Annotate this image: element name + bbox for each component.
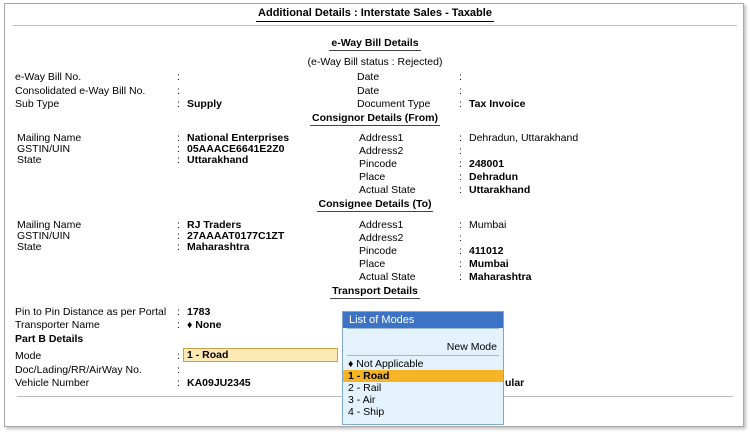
consignee-place-label: Place <box>359 258 386 270</box>
consignor-pincode-value[interactable]: 248001 <box>469 158 505 170</box>
transport-section-heading: Transport Details <box>332 285 418 297</box>
consignor-mailing-label: Mailing Name <box>17 132 82 144</box>
doc-lading-label: Doc/Lading/RR/AirWay No. <box>15 364 142 376</box>
eway-date-sep: : <box>459 71 462 83</box>
consignee-actual-state-value[interactable]: Maharashtra <box>469 271 532 283</box>
mode-option-ship[interactable]: 4 - Ship <box>348 406 385 418</box>
mode-label: Mode <box>15 350 42 362</box>
partb-heading: Part B Details <box>15 333 84 345</box>
consignor-mailing-sep: : <box>177 132 180 144</box>
mode-option-rail[interactable]: 2 - Rail <box>348 382 382 394</box>
subtype-sep: : <box>177 98 180 110</box>
eway-bill-no-sep: : <box>177 71 180 83</box>
consolidated-date-sep: : <box>459 85 462 97</box>
vehicle-number-label: Vehicle Number <box>15 377 90 389</box>
consignee-gstin-label: GSTIN/UIN <box>17 230 71 242</box>
consignee-pincode-label: Pincode <box>359 245 397 257</box>
consolidated-bill-sep: : <box>177 85 180 97</box>
mode-option-road[interactable]: 1 - Road <box>343 370 503 382</box>
distance-value[interactable]: 1783 <box>187 306 211 318</box>
consignor-state-label: State <box>17 154 42 166</box>
mode-option-not-applicable[interactable]: ♦ Not Applicable <box>348 358 424 370</box>
eway-section-heading: e-Way Bill Details <box>331 37 419 49</box>
consignee-address1-value[interactable]: Mumbai <box>469 219 507 231</box>
transporter-label: Transporter Name <box>15 319 100 331</box>
consignee-mailing-label: Mailing Name <box>17 219 82 231</box>
subtype-value[interactable]: Supply <box>187 98 223 110</box>
consignor-address1-value[interactable]: Dehradun, Uttarakhand <box>469 132 579 144</box>
new-mode-option[interactable]: New Mode <box>446 341 497 353</box>
consolidated-date-label: Date <box>357 85 380 97</box>
consignee-pincode-sep: : <box>459 245 462 257</box>
eway-bill-no-label: e-Way Bill No. <box>15 71 82 83</box>
consignor-gstin-label: GSTIN/UIN <box>17 143 71 155</box>
mode-sep: : <box>177 350 180 362</box>
doc-lading-sep: : <box>177 364 180 376</box>
consignee-actual-state-sep: : <box>459 271 462 283</box>
consignee-place-value[interactable]: Mumbai <box>469 258 509 270</box>
consignor-address1-label: Address1 <box>359 132 404 144</box>
eway-status: (e-Way Bill status : Rejected) <box>307 56 443 68</box>
consignee-state-sep: : <box>177 241 180 253</box>
distance-sep: : <box>177 306 180 318</box>
consignor-address2-sep: : <box>459 145 462 157</box>
consignee-gstin-sep: : <box>177 230 180 242</box>
mode-field[interactable]: 1 - Road <box>183 348 338 362</box>
consignor-address1-sep: : <box>459 132 462 144</box>
consignor-section-heading: Consignor Details (From) <box>311 112 438 124</box>
vehicle-number-sep: : <box>177 377 180 389</box>
consignor-state-sep: : <box>177 154 180 166</box>
vehicle-number-value[interactable]: KA09JU2345 <box>187 377 251 389</box>
popup-divider <box>347 328 499 329</box>
consignor-gstin-value[interactable]: 05AAACE6641E2Z0 <box>187 143 285 155</box>
consignee-state-value[interactable]: Maharashtra <box>187 241 250 253</box>
consignee-section-heading: Consignee Details (To) <box>318 198 432 210</box>
subtype-label: Sub Type <box>15 98 60 110</box>
doctype-label: Document Type <box>357 98 431 110</box>
consignee-address2-sep: : <box>459 232 462 244</box>
consignor-mailing-value[interactable]: National Enterprises <box>187 132 290 144</box>
doctype-sep: : <box>459 98 462 110</box>
consignee-place-sep: : <box>459 258 462 270</box>
transporter-value[interactable]: ♦ None <box>187 319 222 331</box>
consignee-state-label: State <box>17 241 42 253</box>
popup-divider-2 <box>347 355 499 356</box>
consignor-place-sep: : <box>459 171 462 183</box>
consolidated-bill-label: Consolidated e-Way Bill No. <box>15 85 146 97</box>
title-divider <box>13 25 737 26</box>
consignee-mailing-sep: : <box>177 219 180 231</box>
consignee-actual-state-label: Actual State <box>359 271 416 283</box>
transporter-sep: : <box>177 319 180 331</box>
consignee-mailing-value[interactable]: RJ Traders <box>187 219 242 231</box>
vehicle-type-value-partial[interactable]: ular <box>505 377 525 389</box>
consignee-pincode-value[interactable]: 411012 <box>469 245 504 257</box>
consignor-address2-label: Address2 <box>359 145 404 157</box>
consignor-actual-state-label: Actual State <box>359 184 416 196</box>
popup-title: List of Modes <box>343 312 503 328</box>
mode-options-list <box>343 358 503 418</box>
additional-details-window <box>4 3 744 427</box>
consignee-gstin-value[interactable]: 27AAAAT0177C1ZT <box>187 230 285 242</box>
consignor-gstin-sep: : <box>177 143 180 155</box>
consignor-state-value[interactable]: Uttarakhand <box>187 154 249 166</box>
eway-date-label: Date <box>357 71 380 83</box>
consignee-address1-sep: : <box>459 219 462 231</box>
mode-option-air[interactable]: 3 - Air <box>348 394 376 406</box>
list-of-modes-popup <box>342 311 504 425</box>
consignor-actual-state-sep: : <box>459 184 462 196</box>
doctype-value[interactable]: Tax Invoice <box>469 98 526 110</box>
consignee-address1-label: Address1 <box>359 219 404 231</box>
distance-label: Pin to Pin Distance as per Portal <box>15 306 167 318</box>
consignor-pincode-sep: : <box>459 158 462 170</box>
consignor-actual-state-value[interactable]: Uttarakhand <box>469 184 531 196</box>
consignee-address2-label: Address2 <box>359 232 404 244</box>
window-title: Additional Details : Interstate Sales - Taxable <box>5 7 745 19</box>
consignor-place-value[interactable]: Dehradun <box>469 171 519 183</box>
consignor-place-label: Place <box>359 171 386 183</box>
consignor-pincode-label: Pincode <box>359 158 397 170</box>
